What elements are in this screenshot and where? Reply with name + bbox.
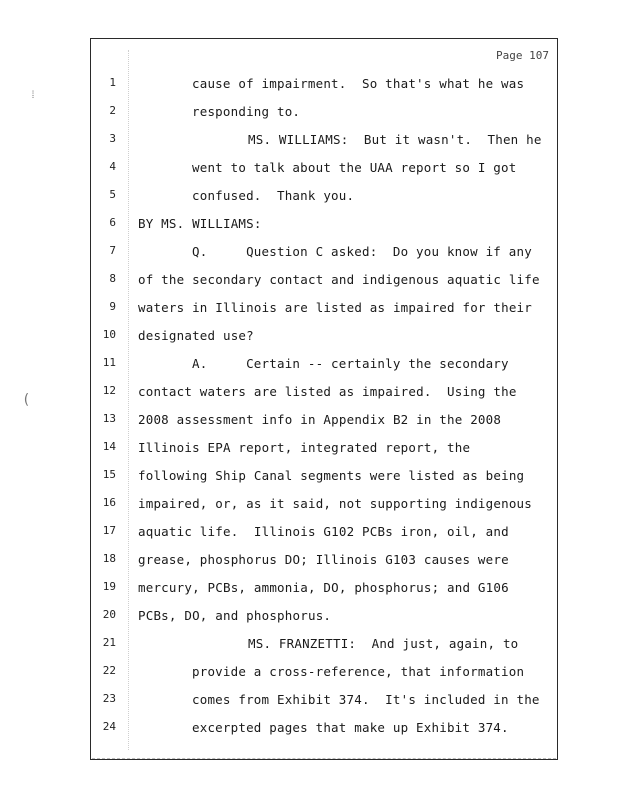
line-number: 21 [102, 636, 116, 649]
line-number: 14 [102, 440, 116, 453]
line-text: Illinois EPA report, integrated report, the [138, 440, 471, 455]
line-number: 3 [109, 132, 116, 145]
line-text: 2008 assessment info in Appendix B2 in the 2008 [138, 412, 502, 427]
line-number: 4 [109, 160, 116, 173]
transcript-line [0, 244, 618, 270]
transcript-line [0, 524, 618, 550]
transcript-line [0, 216, 618, 242]
transcript-line [0, 692, 618, 718]
line-text: cause of impairment. So that's what he was [192, 76, 525, 91]
line-text: went to talk about the UAA report so I got [192, 160, 517, 175]
line-number: 2 [109, 104, 116, 117]
transcript-line [0, 412, 618, 438]
transcript-line [0, 468, 618, 494]
margin-bracket-icon: ( [22, 392, 31, 408]
transcript-line [0, 608, 618, 634]
line-number: 20 [102, 608, 116, 621]
scan-footer-line [92, 758, 556, 759]
line-number: 19 [102, 580, 116, 593]
line-number: 17 [102, 524, 116, 537]
transcript-line [0, 720, 618, 746]
transcript-line [0, 636, 618, 662]
line-number: 11 [102, 356, 116, 369]
margin-mark-icon: ⁞ [30, 90, 37, 101]
line-number: 5 [109, 188, 116, 201]
line-text: mercury, PCBs, ammonia, DO, phosphorus; and G106 [138, 580, 509, 595]
line-number: 16 [102, 496, 116, 509]
line-number: 23 [102, 692, 116, 705]
line-text: provide a cross-reference, that information [192, 664, 525, 679]
transcript-line [0, 664, 618, 690]
line-text: following Ship Canal segments were listed as being [138, 468, 525, 483]
line-number: 12 [102, 384, 116, 397]
line-text: designated use? [138, 328, 254, 343]
line-number: 13 [102, 412, 116, 425]
line-number: 6 [109, 216, 116, 229]
line-text: waters in Illinois are listed as impaired for their [138, 300, 533, 315]
line-number: 10 [102, 328, 116, 341]
transcript-line [0, 552, 618, 578]
transcript-line [0, 384, 618, 410]
line-text: contact waters are listed as impaired. Using the [138, 384, 517, 399]
transcript-line [0, 132, 618, 158]
transcript-line [0, 496, 618, 522]
line-number: 18 [102, 552, 116, 565]
line-number: 7 [109, 244, 116, 257]
line-text: aquatic life. Illinois G102 PCBs iron, oil, and [138, 524, 509, 539]
line-text: responding to. [192, 104, 301, 119]
transcript-line [0, 440, 618, 466]
line-text: Q. Question C asked: Do you know if any [192, 244, 532, 259]
transcript-line [0, 160, 618, 186]
line-text: A. Certain -- certainly the secondary [192, 356, 509, 371]
line-text: impaired, or, as it said, not supporting indigenous [138, 496, 533, 511]
line-text: of the secondary contact and indigenous aquatic life [138, 272, 540, 287]
transcript-line [0, 188, 618, 214]
line-number: 24 [102, 720, 116, 733]
line-number: 15 [102, 468, 116, 481]
line-text: BY MS. WILLIAMS: [138, 216, 262, 231]
line-text: MS. WILLIAMS: But it wasn't. Then he [248, 132, 542, 147]
transcript-line [0, 356, 618, 382]
transcript-line [0, 580, 618, 606]
transcript-line [0, 272, 618, 298]
line-number: 1 [109, 76, 116, 89]
line-text: grease, phosphorus DO; Illinois G103 causes were [138, 552, 509, 567]
line-number: 9 [109, 300, 116, 313]
line-number: 22 [102, 664, 116, 677]
page-number: Page 107 [496, 49, 549, 62]
line-text: confused. Thank you. [192, 188, 355, 203]
transcript-line [0, 300, 618, 326]
line-text: PCBs, DO, and phosphorus. [138, 608, 332, 623]
line-text: comes from Exhibit 374. It's included in the [192, 692, 540, 707]
transcript-line [0, 76, 618, 102]
transcript-line [0, 104, 618, 130]
line-number: 8 [109, 272, 116, 285]
line-text: MS. FRANZETTI: And just, again, to [248, 636, 519, 651]
line-text: excerpted pages that make up Exhibit 374. [192, 720, 509, 735]
transcript-line [0, 328, 618, 354]
